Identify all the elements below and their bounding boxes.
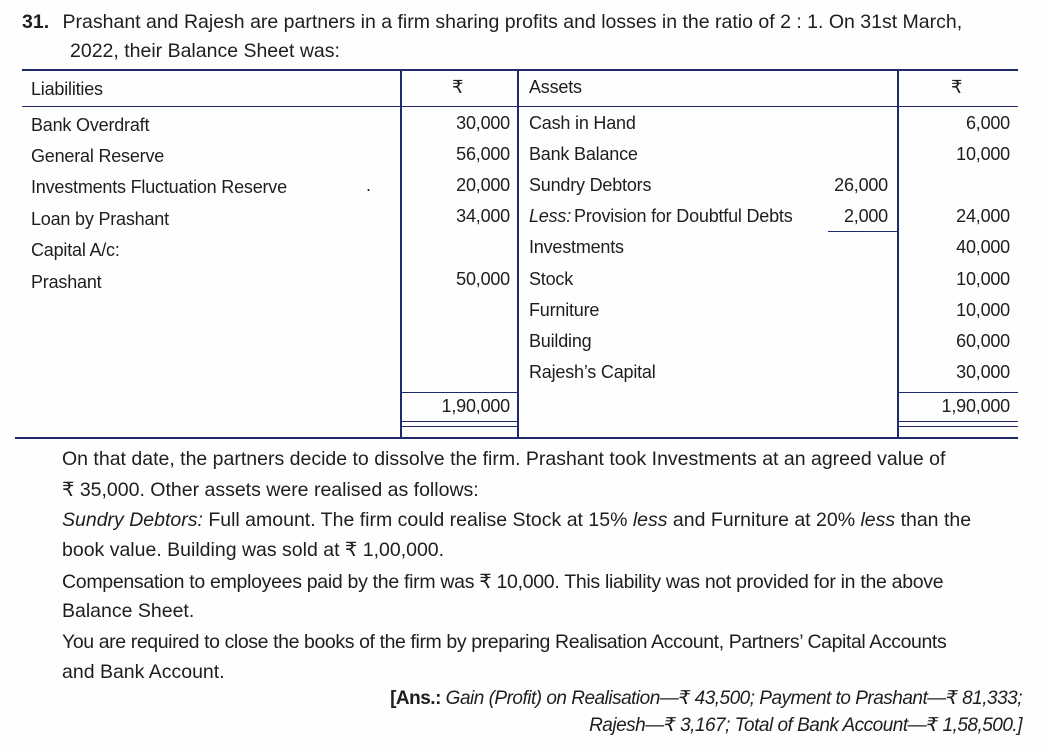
liab-label: Loan by Prashant [31,209,169,229]
answer-text-1: Gain (Profit) on Realisation—₹ 43,500; Payment to Prashant—₹ 81,333; [440,688,1022,709]
header-liabilities: Liabilities [31,79,103,99]
asset-label: Investments [529,237,624,257]
asset-label: Building [529,331,592,351]
asset-amount: 6,000 [965,113,1010,133]
asset-amount: 40,000 [956,237,1010,257]
liab-total: 1,90,000 [441,396,510,416]
asset-label: Rajesh’s Capital [529,362,656,382]
question-line-1 [22,11,962,34]
asset-label: Bank Balance [529,144,638,164]
para-2-text-a: Full amount. The firm could realise Stock at 15% [202,509,633,531]
asset-amount: 10,000 [956,300,1010,320]
liab-amount: 56,000 [456,144,510,164]
asset-total-double-rule-1 [897,421,1018,422]
question-number: 31. [22,11,50,33]
asset-total-top-rule [897,392,1018,393]
para-2-line-1 [62,509,971,532]
liab-amount: 30,000 [456,113,510,133]
para-2-text-b: and Furniture at 20% [667,509,861,531]
liab-label: General Reserve [31,146,165,166]
asset-sub-amount: 26,000 [834,175,888,195]
asset-sub-amount: 2,000 [843,206,888,226]
asset-total-double-rule-2 [897,426,1018,427]
less-prefix: Less: [529,206,572,226]
answer-line-2: Rajesh—₹ 3,167; Total of Bank Account—₹ 1,58,500.] [589,715,1022,736]
para-2-text-c: than the [895,509,972,531]
liab-label: Bank Overdraft [31,115,150,135]
liab-total-double-rule-2 [400,426,518,427]
asset-amount: 10,000 [956,144,1010,164]
liab-amount-left-rule [400,69,402,437]
asset-label: Stock [529,269,574,289]
liab-amount: 50,000 [456,269,510,289]
liab-label: Prashant [31,272,102,292]
asset-amount: 10,000 [956,269,1010,289]
asset-amount: 60,000 [956,331,1010,351]
para-1-line-1: On that date, the partners decide to dissolve the firm. Prashant took Investments at an agreed value of [62,448,946,470]
header-asset-rupee: ₹ [951,77,963,97]
liab-total-double-rule-1 [400,421,518,422]
table-bottom-rule [15,437,1018,439]
liab-amount: 34,000 [456,206,510,226]
header-liab-rupee: ₹ [452,77,464,97]
subtotal-underline [828,231,898,232]
asset-label-less [529,206,793,227]
header-bottom-rule [22,106,1018,107]
para-4-line-2: and Bank Account. [62,661,225,683]
assets-left-rule [517,69,519,437]
liab-amount: 20,000 [456,175,510,195]
less-word: less [632,509,668,531]
less-word: less [860,509,896,531]
stray-mark: . [366,175,371,195]
header-assets: Assets [529,77,582,97]
question-text-1: Prashant and Rajesh are partners in a firm sharing profits and losses in the ratio of 2 : 1. On 31st March, [62,11,963,33]
asset-amount: 30,000 [956,362,1010,382]
liab-label: Capital A/c: [31,240,120,260]
answer-label: [Ans.: [390,688,441,709]
asset-total: 1,90,000 [941,396,1010,416]
para-3-line-2: Balance Sheet. [62,600,195,622]
question-line-2: 2022, their Balance Sheet was: [70,40,340,62]
para-3-line-1: Compensation to employees paid by the firm was ₹ 10,000. This liability was not provided for in the above [62,571,944,593]
asset-amount: 24,000 [956,206,1010,226]
liab-total-top-rule [400,392,518,393]
asset-label: Provision for Doubtful Debts [574,206,793,226]
answer-line-1 [390,687,1022,710]
asset-label: Sundry Debtors [529,175,652,195]
asset-label: Furniture [529,300,600,320]
sundry-debtors-lead: Sundry Debtors: [62,509,203,531]
table-top-rule [22,69,1018,71]
para-1-line-2: ₹ 35,000. Other assets were realised as follows: [62,479,479,501]
liab-label: Investments Fluctuation Reserve [31,177,287,197]
para-2-line-2: book value. Building was sold at ₹ 1,00,000. [62,539,445,561]
asset-amount-left-rule [897,69,899,437]
para-4-line-1: You are required to close the books of the firm by preparing Realisation Account, Partners’ Capital Accounts [62,631,947,653]
asset-label: Cash in Hand [529,113,636,133]
